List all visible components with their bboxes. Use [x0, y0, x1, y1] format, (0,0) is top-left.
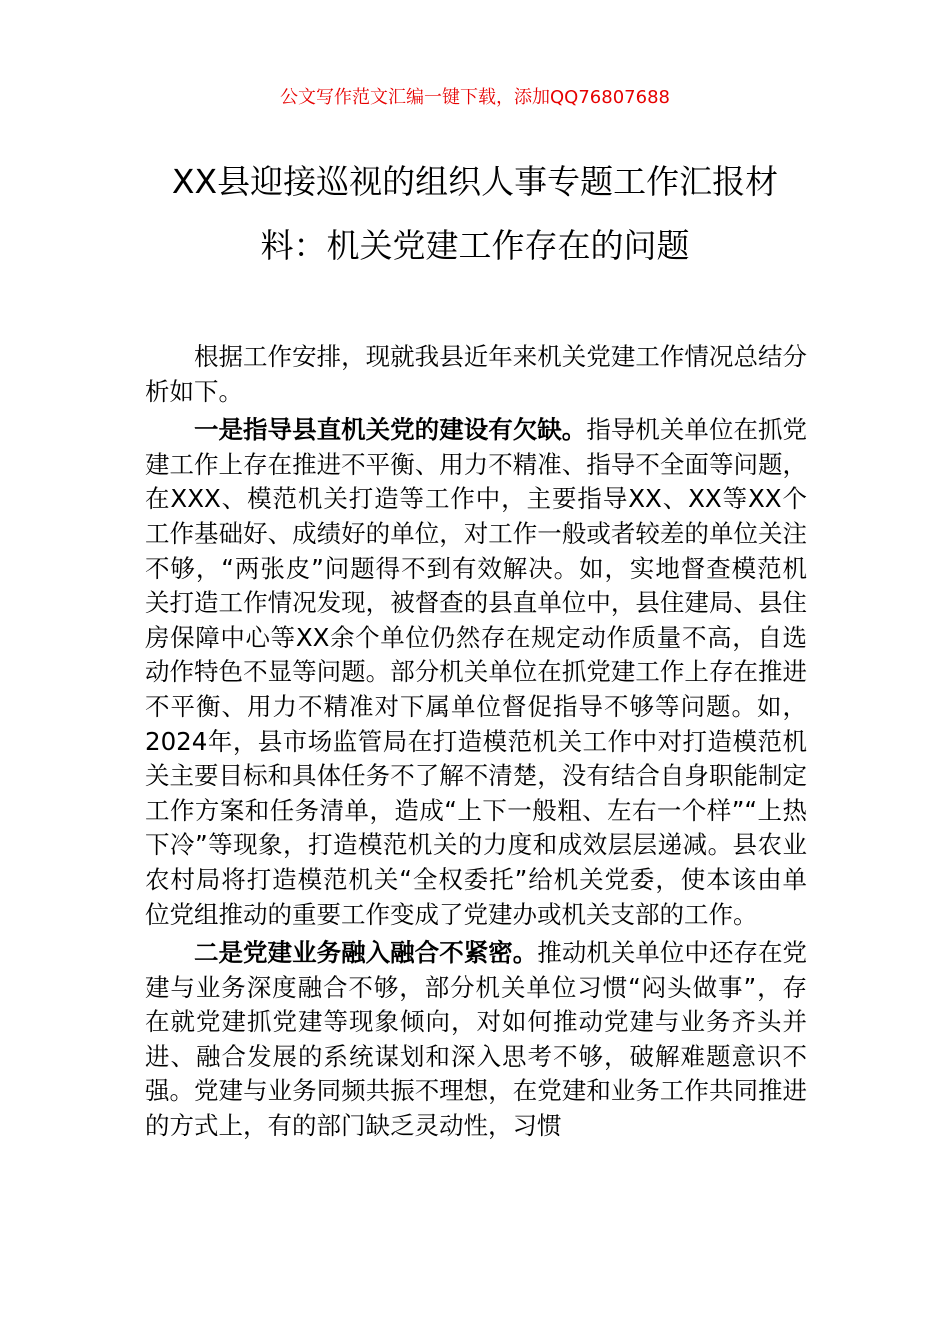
paragraph-lead: 二是党建业务融入融合不紧密。 [194, 938, 538, 968]
watermark-banner[interactable] [0, 86, 950, 110]
document-title [120, 150, 830, 278]
document-body [145, 340, 807, 1148]
paragraph-intro [145, 340, 807, 409]
watermark-text[interactable]: 公文写作范文汇编一键下载，添加QQ76807688 [280, 87, 670, 108]
paragraph-text: 根据工作安排，现就我县近年来机关党建工作情况总结分析如下。 [145, 342, 807, 406]
paragraph-point-2 [145, 936, 807, 1144]
paragraph-text: 推动机关单位中还存在党建与业务深度融合不够，部分机关单位习惯“闷头做事”，存在就党建抓党建等现象倾向，对如何推动党建与业务齐头并进、融合发展的系统谋划和深入思考不够，破解难题意识不强。党建与业务同频共振不理想，在党建和业务工作共同推进的方式上，有的部门缺乏灵动性，习惯 [145, 938, 808, 1141]
paragraph-lead: 一是指导县直机关党的建设有欠缺。 [194, 415, 587, 445]
title-line-1: XX县迎接巡视的组织人事专题工作汇报材 [171, 162, 779, 201]
title-line-2: 料：机关党建工作存在的问题 [260, 226, 690, 265]
paragraph-text: 指导机关单位在抓党建工作上存在推进不平衡、用力不精准、指导不全面等问题，在XXX、模范机关打造等工作中，主要指导XX、XX等XX个工作基础好、成绩好的单位，对工作一般或者较差的单位关注不够，“两张皮”问题得不到有效解决。如，实地督查模范机关打造工作情况发现，被督查的县直单位中，县住建局、县住房保障中心等XX余个单位仍然存在规定动作质量不高，自选动作特色不显等问题。部分机关单位在抓党建工作上存在推进不平衡、用力不精准对下属单位督促指导不够等问题。如，2024年，县市场监管局在打造模范机关工作中对打造模范机关主要目标和具体任务不了解不清楚，没有结合自身职能制定工作方案和任务清单，造成“上下一般粗、左右一个样”“上热下冷”等现象，打造模范机关的力度和成效层层递减。县农业农村局将打造模范机关“全权委托”给机关党委，使本该由单位党组推动的重要工作变成了党建办或机关支部的工作。 [145, 415, 808, 929]
paragraph-point-1 [145, 413, 807, 932]
